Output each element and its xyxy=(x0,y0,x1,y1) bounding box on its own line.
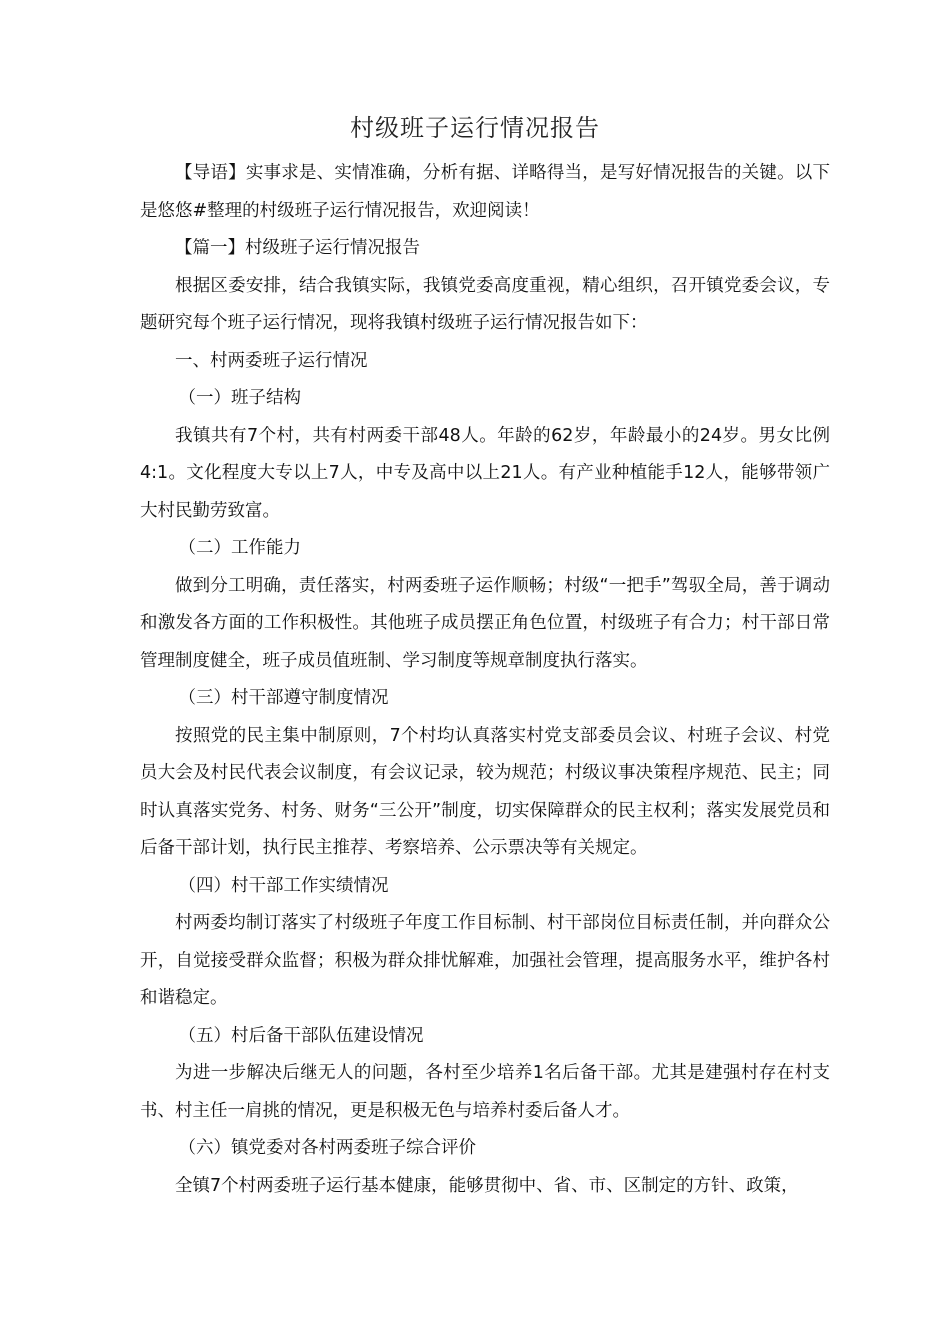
subsection-heading: （六）镇党委对各村两委班子综合评价 xyxy=(178,1138,476,1158)
body-paragraph: 为进一步解决后继无人的问题，各村至少培养1名后备干部。尤其是建强村存在村支书、村主任一肩挑的情况，更是积极无色与培养村委后备人才。 xyxy=(140,1063,830,1121)
subsection-heading: （三）村干部遵守制度情况 xyxy=(178,688,389,708)
intro-paragraph: 【导语】实事求是、实情准确，分析有据、详略得当，是写好情况报告的关键。以下是悠悠#整理的村级班子运行情况报告，欢迎阅读！ xyxy=(140,163,830,221)
subsection-heading: （一）班子结构 xyxy=(178,388,301,408)
subsection-heading: （二）工作能力 xyxy=(178,538,301,558)
document-body xyxy=(140,155,830,1205)
subsection-heading: （五）村后备干部队伍建设情况 xyxy=(178,1025,424,1046)
document-title: 村级班子运行情况报告 xyxy=(350,114,600,142)
body-paragraph: 做到分工明确，责任落实，村两委班子运作顺畅；村级“一把手”驾驭全局，善于调动和激发各方面的工作积极性。其他班子成员摆正角色位置，村级班子有合力；村干部日常管理制度健全，班子成员值班制、学习制度等规章制度执行落实。 xyxy=(140,575,830,671)
body-paragraph: 全镇7个村两委班子运行基本健康，能够贯彻中、省、市、区制定的方针、政策， xyxy=(175,1175,799,1196)
body-paragraph: 根据区委安排，结合我镇实际，我镇党委高度重视，精心组织，召开镇党委会议，专题研究每个班子运行情况，现将我镇村级班子运行情况报告如下： xyxy=(140,275,830,333)
body-paragraph: 我镇共有7个村，共有村两委干部48人。年龄的62岁，年龄最小的24岁。男女比例4:1。文化程度大专以上7人，中专及高中以上21人。有产业种植能手12人，能够带领广大村民勤劳致富。 xyxy=(140,425,830,521)
body-paragraph: 按照党的民主集中制原则，7个村均认真落实村党支部委员会议、村班子会议、村党员大会及村民代表会议制度，有会议记录，较为规范；村级议事决策程序规范、民主；同时认真落实党务、村务、财务“三公开”制度，切实保障群众的民主权利；落实发展党员和后备干部计划，执行民主推荐、考察培养、公示票决等有关规定。 xyxy=(140,725,830,858)
subsection-heading: （四）村干部工作实绩情况 xyxy=(178,875,389,896)
section-heading: 【篇一】村级班子运行情况报告 xyxy=(175,238,420,258)
body-paragraph: 村两委均制订落实了村级班子年度工作目标制、村干部岗位目标责任制，并向群众公开，自觉接受群众监督；积极为群众排忧解难，加强社会管理，提高服务水平，维护各村和谐稳定。 xyxy=(140,913,830,1008)
section-heading: 一、村两委班子运行情况 xyxy=(175,350,368,371)
